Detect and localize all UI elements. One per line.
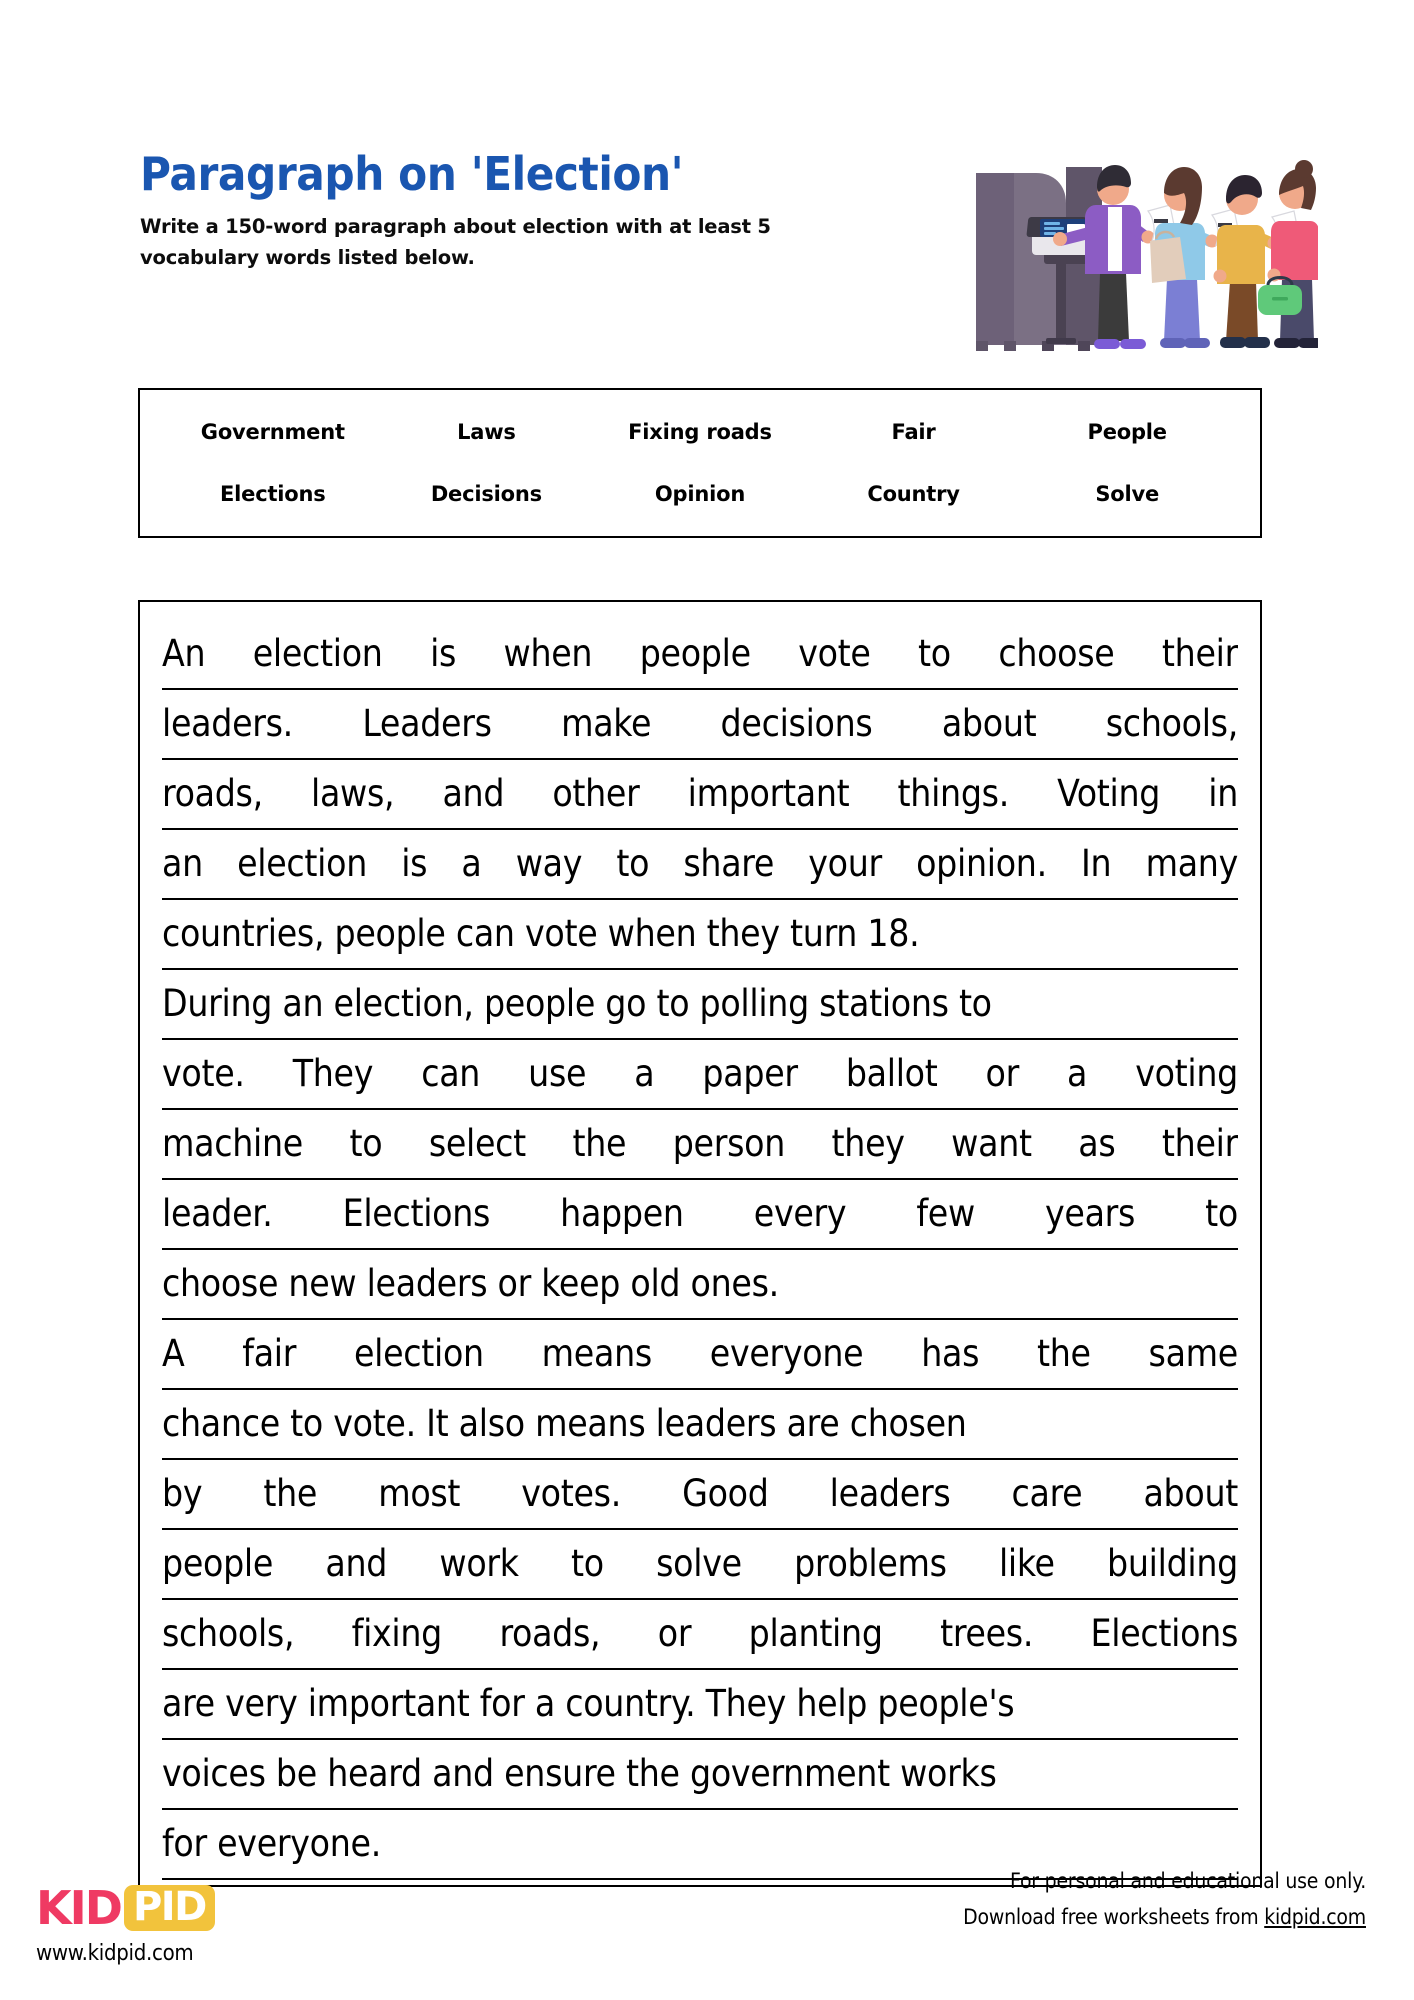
answer-text-line: by the most votes. Good leaders care about: [162, 1460, 1238, 1530]
answer-text-line: roads, laws, and other important things. Voting in: [162, 760, 1238, 830]
answer-text-line: vote. They can use a paper ballot or a voting: [162, 1040, 1238, 1110]
vocabulary-word: Solve: [1095, 482, 1160, 506]
footer-usage-note: [963, 1863, 1366, 1937]
answer-text-line: are very important for a country. They help people's: [162, 1670, 1238, 1740]
vocabulary-word: Decisions: [430, 482, 542, 506]
answer-text-line: During an election, people go to polling stations to: [162, 970, 1238, 1040]
vocabulary-word: Laws: [457, 420, 516, 444]
usage-note-line-1: For personal and educational use only.: [1010, 1868, 1366, 1893]
answer-text-line: countries, people can vote when they turn 18.: [162, 900, 1238, 970]
kidpid-logo: [36, 1881, 356, 1935]
vocabulary-word: Country: [867, 482, 960, 506]
vocabulary-word-bank: [138, 388, 1262, 538]
vocabulary-word: People: [1087, 420, 1167, 444]
logo-pid-badge: [124, 1885, 215, 1931]
vocabulary-word: Fixing roads: [628, 420, 772, 444]
answer-text-line: for everyone.: [162, 1810, 1238, 1880]
answer-text-line: voices be heard and ensure the government works: [162, 1740, 1238, 1810]
footer-branding: [36, 1881, 356, 1966]
vocabulary-word: Elections: [220, 482, 326, 506]
answer-text-line: leaders. Leaders make decisions about schools,: [162, 690, 1238, 760]
answer-text-line: people and work to solve problems like building: [162, 1530, 1238, 1600]
logo-pid-text: PID: [132, 1884, 206, 1930]
kidpid-link[interactable]: kidpid.com: [1264, 1905, 1366, 1930]
answer-text-line: choose new leaders or keep old ones.: [162, 1250, 1238, 1320]
vocabulary-word: Opinion: [654, 482, 746, 506]
answer-text-line: An election is when people vote to choose their: [162, 620, 1238, 690]
vocabulary-row-1: [166, 401, 1234, 463]
answer-text-line: leader. Elections happen every few years to: [162, 1180, 1238, 1250]
page-title: Paragraph on 'Election': [140, 147, 684, 201]
instruction-line-2: vocabulary words listed below.: [140, 245, 475, 269]
voting-illustration: [968, 145, 1318, 360]
worksheet-instructions: [140, 212, 820, 272]
worksheet-header: [140, 147, 970, 273]
answer-text-line: an election is a way to share your opinion. In many: [162, 830, 1238, 900]
vocabulary-word: Fair: [891, 420, 936, 444]
vocabulary-row-2: [166, 463, 1234, 525]
download-note-prefix: Download free worksheets from: [963, 1905, 1265, 1930]
footer-website-url: www.kidpid.com: [36, 1941, 194, 1966]
answer-text-line: machine to select the person they want as their: [162, 1110, 1238, 1180]
usage-note-line-2: [963, 1899, 1366, 1936]
answer-writing-area[interactable]: [138, 600, 1262, 1887]
answer-text-line: schools, fixing roads, or planting trees. Elections: [162, 1600, 1238, 1670]
logo-kid-text: KID: [36, 1881, 121, 1935]
answer-text-line: A fair election means everyone has the same: [162, 1320, 1238, 1390]
instruction-line-1: Write a 150-word paragraph about election with at least 5: [140, 215, 771, 239]
answer-text-line: chance to vote. It also means leaders are chosen: [162, 1390, 1238, 1460]
vocabulary-word: Government: [200, 420, 345, 444]
